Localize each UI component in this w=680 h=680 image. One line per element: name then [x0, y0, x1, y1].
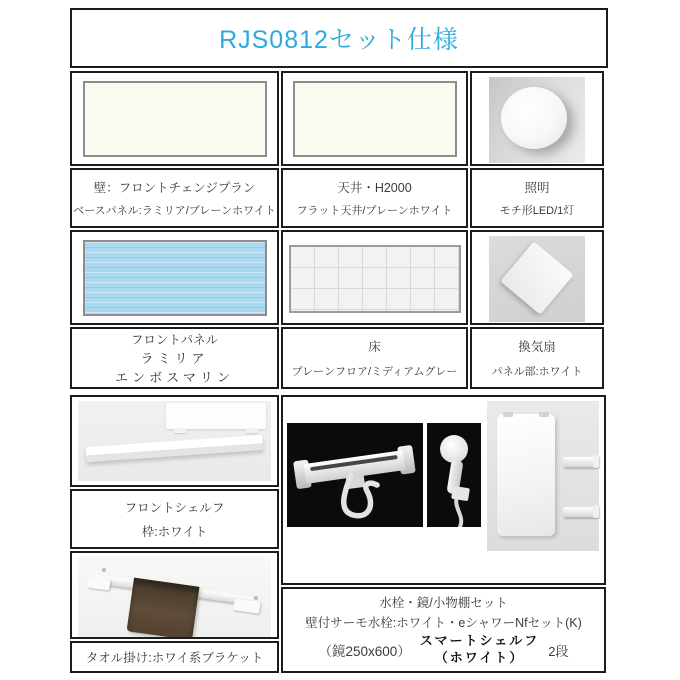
wall-image-cell: [70, 71, 279, 166]
ceiling-image-cell: [281, 71, 468, 166]
shelf-name: フロントシェルフ: [124, 501, 225, 515]
ceiling-name: 天井・H2000: [337, 180, 412, 195]
lighting-spec: モチ形LED/1灯: [499, 205, 575, 218]
smart-shelf-color: （ホワイト）: [434, 650, 525, 666]
towel-bracket-right: [233, 598, 260, 614]
wall-label-cell: [70, 168, 279, 228]
fan-spec: パネル部:ホワイト: [491, 365, 583, 378]
floor-tile-swatch-image: [289, 245, 461, 313]
accessory-table-left: [70, 395, 279, 673]
fixtures-label-cell: [281, 587, 606, 673]
thermo-faucet-photo: [287, 423, 423, 527]
ventilation-fan-photo: [489, 236, 585, 322]
shelf-knob-shape: [593, 505, 599, 518]
mirror-size: （鏡250x600）: [318, 644, 411, 660]
shelf-spec: 枠:ホワイト: [141, 525, 208, 539]
shelf-image-cell: [70, 395, 279, 487]
towel-label: タオル掛け:ホワイ系ブラケット: [85, 651, 264, 665]
shelf-clip-shape: [174, 428, 186, 433]
front-panel-label-cell: [70, 327, 279, 389]
front-shelf-photo: [78, 401, 271, 481]
fixtures-name: 水栓・鏡/小物棚セット: [379, 596, 508, 611]
screw-dot: [254, 596, 258, 600]
shelf-tiers: 2段: [548, 643, 569, 659]
spec-table-top: [70, 71, 608, 389]
shelf-knob-shape: [593, 455, 599, 468]
mirror-clip-shape: [503, 412, 513, 417]
front-panel-name: フロントパネル: [130, 333, 219, 347]
shelf-bar-shape: [86, 435, 264, 462]
floor-spec: プレーンフロア/ミディアムグレー: [291, 365, 458, 378]
ceiling-label-cell: [281, 168, 468, 228]
shelf-back-panel-shape: [166, 403, 266, 429]
floor-name: 床: [368, 340, 381, 355]
ceiling-spec: フラット天井/プレーンホワイト: [296, 205, 453, 218]
towel-label-cell: [70, 641, 279, 673]
wall-spec: ベースパネル:ラミリア/プレーンホワイト: [73, 205, 276, 218]
ceiling-swatch-image: [293, 81, 457, 157]
screw-dot: [102, 568, 106, 572]
led-light-photo: [489, 77, 585, 163]
blue-panel-swatch-image: [83, 240, 267, 316]
accessory-table-right: [281, 395, 606, 673]
smart-shelf-lower-shape: [563, 507, 595, 517]
fixtures-detail-row: [318, 633, 568, 667]
faucet-hose-icon: [287, 423, 423, 527]
lighting-label-cell: [470, 168, 604, 228]
towel-image-cell: [70, 551, 279, 639]
floor-label-cell: [281, 327, 468, 389]
fixtures-image-cell: [281, 395, 606, 585]
smart-shelf-upper-shape: [563, 457, 595, 467]
fan-image-cell: [470, 230, 604, 325]
wall-name: 壁：フロントチェンジプラン: [93, 180, 256, 195]
round-lamp-shape: [501, 87, 567, 149]
title-box: [70, 8, 608, 68]
shelf-clip-shape: [246, 428, 258, 433]
fixtures-spec: 壁付サーモ水栓:ホワイト・eシャワーNfセット(K): [305, 616, 582, 631]
mirror-clip-shape: [539, 412, 549, 417]
wall-panel-swatch-image: [83, 81, 267, 157]
page-title: RJS0812セット仕様: [219, 26, 459, 54]
towel-bar-photo: [78, 556, 271, 638]
smart-shelf-name: スマートシェルフ: [419, 633, 540, 649]
brown-towel-shape: [127, 578, 200, 638]
shower-head-shape: [440, 435, 468, 463]
floor-image-cell: [281, 230, 468, 325]
hand-shower-photo: [427, 423, 481, 527]
fan-name: 換気扇: [518, 340, 556, 355]
fan-panel-shape: [500, 241, 573, 314]
mirror-and-shelves-photo: [487, 401, 599, 551]
shower-holder-shape: [451, 486, 470, 501]
shelf-label-cell: [70, 489, 279, 549]
front-panel-image-cell: [70, 230, 279, 325]
mirror-glass-shape: [497, 414, 555, 536]
front-panel-spec2: エンボスマリン: [115, 370, 234, 385]
front-panel-spec1: ラミリア: [140, 351, 209, 366]
towel-bracket-left: [87, 577, 110, 591]
smart-shelf-label: [420, 633, 539, 667]
lighting-name: 照明: [524, 180, 550, 195]
fan-label-cell: [470, 327, 604, 389]
lighting-image-cell: [470, 71, 604, 166]
